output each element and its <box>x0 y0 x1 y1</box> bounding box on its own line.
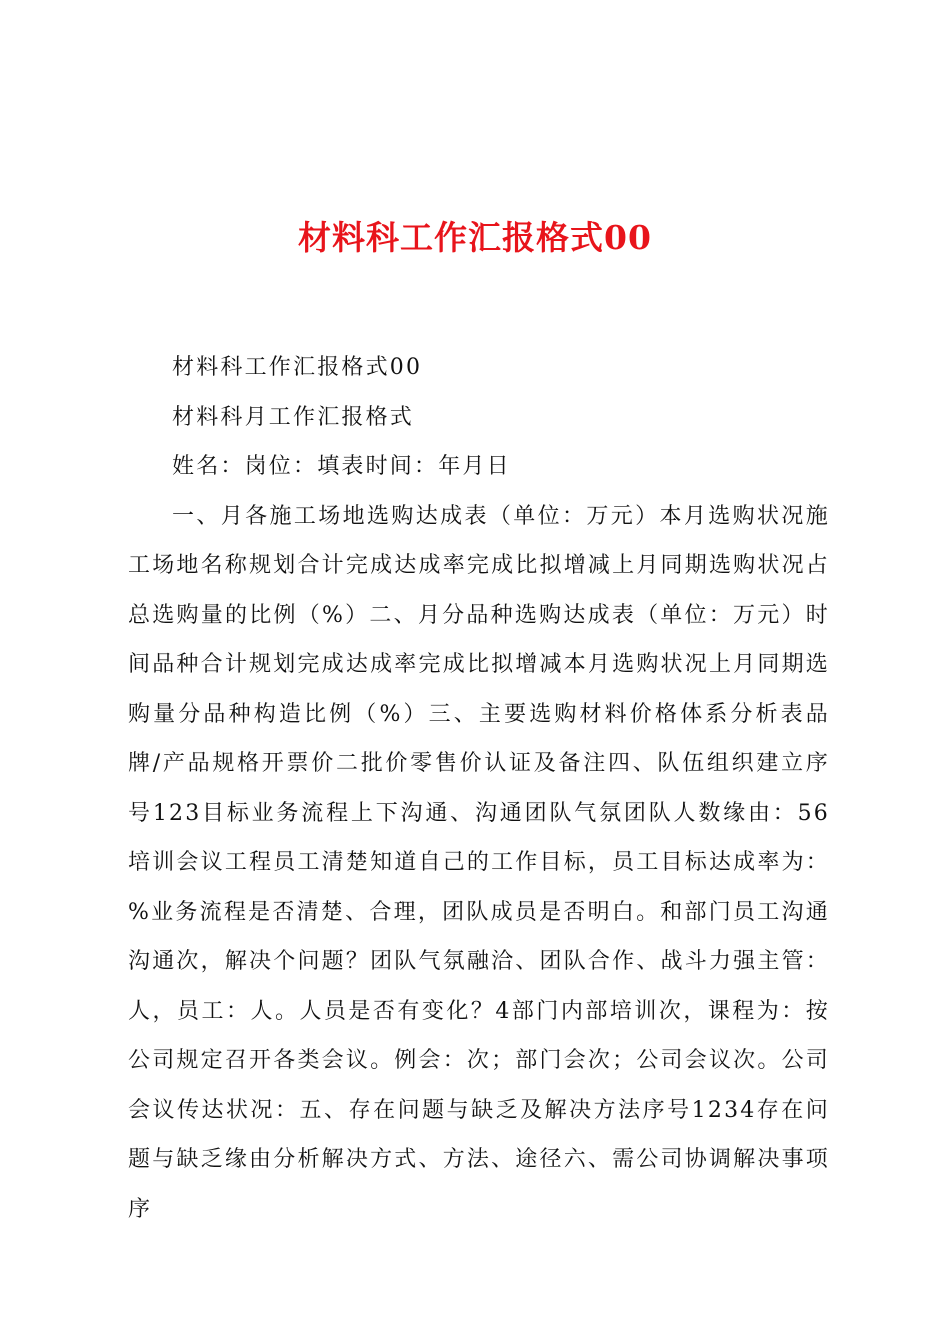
paragraph-form-fields: 姓名：岗位：填表时间：年月日 <box>172 454 511 479</box>
document-body <box>128 343 830 1234</box>
document-title: 材料科工作汇报格式00 <box>298 218 652 257</box>
paragraph-report-format: 材料科月工作汇报格式 <box>172 404 415 430</box>
paragraph-main-content: 一、月各施工场地选购达成表（单位：万元）本月选购状况施工场地名称规划合计完成达成率完成比拟增减上月同期选购状况占总选购量的比例（%）二、月分品种选购达成表（单位：万元）时间品种合计规划完成达成率完成比拟增减本月选购状况上月同期选购量分品种构造比例（%）三、主要选购材料价格体系分析表品牌/产品规格开票价二批价零售价认证及备注四、队伍组织建立序号123目标业务流程上下沟通、沟通团队气氛团队人数缘由：56培训会议工程员工清楚知道自己的工作目标，员工目标达成率为：%业务流程是否清楚、合理，团队成员是否明白。和部门员工沟通沟通次，解决个问题？团队气氛融洽、团队合作、战斗力强主管：人，员工：人。人员是否有变化？4部门内部培训次，课程为：按公司规定召开各类会议。例会：次；部门会次；公司会议次。公司会议传达状况：五、存在问题与缺乏及解决方法序号1234存在问题与缺乏缘由分析解决方式、方法、途径六、需公司协调解决事项序 <box>128 503 830 1222</box>
paragraph-subtitle: 材料科工作汇报格式00 <box>172 355 423 380</box>
